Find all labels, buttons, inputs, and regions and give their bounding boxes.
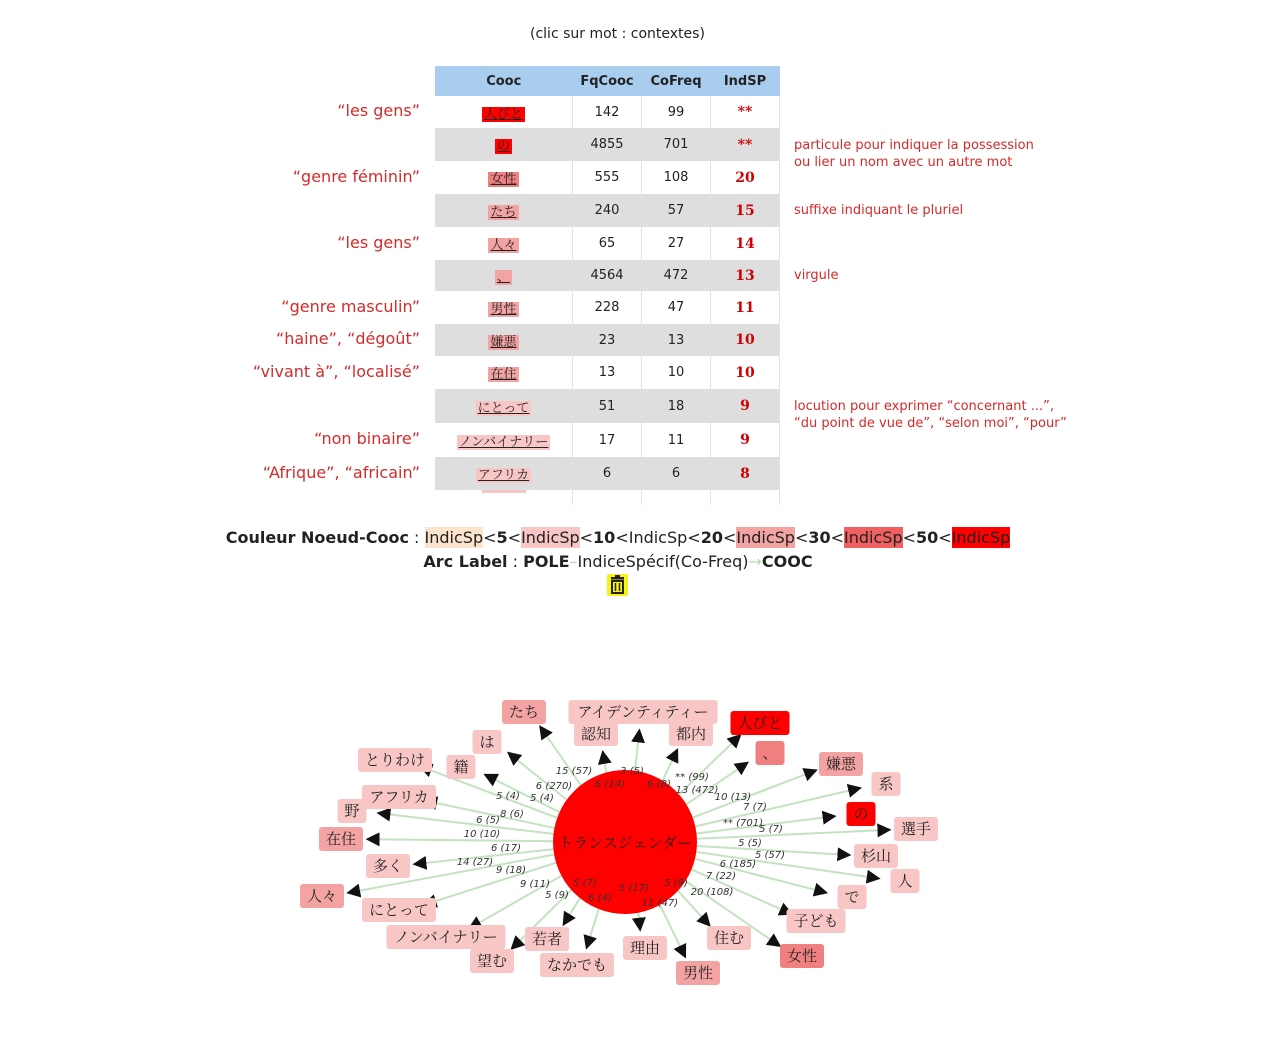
grammar-note-line: ou lier un nom avec un autre mot: [794, 154, 1013, 170]
indsp-cell: 8: [711, 457, 780, 490]
graph-cooc-node[interactable]: [366, 854, 410, 878]
cooc-word-link[interactable]: の: [496, 139, 510, 154]
table-row: [435, 356, 780, 389]
cooc-word-link[interactable]: 在住: [490, 367, 517, 382]
graph-cooc-node[interactable]: [872, 772, 901, 796]
graph-edge-label: 9 (11): [519, 879, 551, 890]
cooc-word-link[interactable]: 人々: [490, 238, 517, 253]
translation-note: “Afrique”, “africain”: [262, 462, 420, 482]
graph-cooc-node[interactable]: [731, 711, 790, 735]
cooc-word-link[interactable]: 人びと: [483, 106, 523, 122]
legend-chip: IndicSp: [424, 528, 484, 547]
arc-mid: IndiceSpécif(Co-Freq): [577, 552, 749, 571]
graph-cooc-node[interactable]: [574, 722, 618, 746]
table-header-row: [435, 66, 780, 96]
cofreq-cell: 108: [642, 161, 711, 194]
cofreq-cell: 27: [642, 227, 711, 260]
graph-node-label: 選手: [900, 820, 932, 838]
indsp-cell: **: [711, 128, 780, 161]
graph-edge: [635, 730, 640, 771]
graph-edge: [603, 751, 607, 772]
cooc-cell: [435, 423, 573, 457]
graph-edge-label: 5 (57): [754, 850, 786, 861]
graph-node-label: 若者: [531, 930, 563, 948]
cofreq-cell: 10: [642, 356, 711, 389]
fqcooc-cell: 555: [573, 161, 642, 194]
cofreq-cell: 701: [642, 128, 711, 161]
graph-edge-label: 6 (5): [476, 815, 500, 826]
grammar-note: [794, 202, 963, 219]
graph-cooc-node[interactable]: [502, 700, 546, 724]
graph-node-label: 人々: [306, 887, 338, 905]
translation-note: “genre féminin”: [292, 166, 420, 186]
graph-cooc-node[interactable]: [358, 748, 432, 772]
legend-threshold: 50: [916, 528, 939, 547]
graph-edge-label: 5 (17): [618, 883, 650, 894]
cofreq-cell: 57: [642, 194, 711, 227]
graph-node-label: 人びと: [737, 714, 783, 732]
cofreq-cell: 6: [642, 457, 711, 490]
graph-edge-label: 7 (22): [705, 871, 737, 882]
fqcooc-cell: 17: [573, 423, 642, 457]
cooc-cell: [435, 457, 573, 490]
indsp-cell: 9: [711, 423, 780, 457]
cofreq-cell: 11: [642, 423, 711, 457]
fqcooc-cell: 6: [573, 457, 642, 490]
indsp-cell: 10: [711, 324, 780, 356]
graph-edge-label: ** (99): [675, 772, 709, 783]
table-row: [435, 389, 780, 423]
graph-cooc-node[interactable]: [300, 884, 344, 908]
legend-chip: IndicSp: [844, 528, 903, 547]
indsp-cell: **: [711, 96, 780, 128]
table-row: [435, 128, 780, 161]
cooc-word-link[interactable]: たち: [490, 205, 517, 220]
graph-node-label: 、: [762, 744, 778, 762]
graph-edge-label: 6 (270): [535, 781, 573, 792]
fqcooc-cell: 65: [573, 227, 642, 260]
translation-note: “haine”, “dégoût”: [275, 329, 420, 348]
grammar-note-line: suffixe indiquant le pluriel: [794, 202, 964, 218]
indsp-cell: 9: [711, 389, 780, 423]
graph-edge-label: 15 (57): [555, 766, 593, 777]
translation-note: “les gens”: [337, 232, 420, 252]
graph-cooc-node[interactable]: [362, 898, 436, 922]
graph-node-label: 在住: [325, 830, 357, 848]
cooc-cell: [435, 324, 573, 356]
legend-chip: IndicSp: [628, 528, 688, 547]
graph-node-label: 系: [878, 775, 894, 793]
graph-edge: [697, 830, 890, 839]
graph-pole-label: トランスジェンダー: [558, 834, 692, 852]
graph-edge-label: 13 (472): [675, 785, 719, 796]
col-header-cooc[interactable]: Cooc: [435, 66, 573, 96]
graph-node-label: で: [844, 888, 860, 906]
indsp-cell: 15: [711, 194, 780, 227]
node-color-legend: Couleur Noeud-Cooc : IndicSp<5<IndicSp<10<IndicSp<20<IndicSp<30<IndicSp<50<IndicSp: [225, 528, 1011, 547]
cooc-word-link[interactable]: 嫌悪: [490, 334, 517, 350]
fqcooc-cell: 142: [573, 96, 642, 128]
arc-cooc: COOC: [761, 552, 813, 571]
translation-note: “les gens”: [337, 101, 420, 120]
cooc-cell: [435, 260, 573, 291]
graph-cooc-node[interactable]: [819, 752, 863, 776]
graph-node-label: 杉山: [860, 847, 892, 865]
graph-edge-label: 7 (7): [743, 802, 767, 813]
graph-edge-label: 5 (9): [545, 890, 569, 901]
cooc-cell: [435, 161, 573, 194]
graph-cooc-node[interactable]: [847, 802, 876, 826]
graph-node-label: は: [479, 733, 495, 751]
legend-chip: IndicSp: [951, 528, 1011, 547]
graph-cooc-node[interactable]: [473, 730, 502, 754]
cofreq-cell: 47: [642, 291, 711, 324]
graph-node-label: 女性: [786, 947, 818, 965]
graph-node-label: 野: [344, 802, 360, 820]
graph-edge-label: 5 (7): [759, 824, 783, 835]
cooccurrence-graph: [0, 600, 1270, 1039]
legend-title: Couleur Noeud-Cooc: [225, 528, 409, 547]
graph-node-label: 男性: [682, 964, 714, 982]
cooc-word-link[interactable]: 男性: [490, 302, 517, 317]
graph-node-label: ノンバイナリー: [394, 928, 498, 946]
graph-edge-label: 5 (9): [664, 878, 688, 889]
graph-cooc-node[interactable]: [787, 909, 846, 933]
fqcooc-cell: 51: [573, 389, 642, 423]
grammar-note-line: virgule: [794, 267, 839, 283]
translation-note: “genre masculin”: [281, 296, 420, 316]
graph-cooc-node[interactable]: [623, 936, 667, 960]
graph-cooc-node[interactable]: [854, 844, 898, 868]
graph-edge-label: 6 (17): [490, 843, 522, 854]
graph-cooc-node[interactable]: [707, 926, 751, 950]
graph-edge-label: 6 (4): [588, 893, 612, 904]
cooc-word-link[interactable]: アフリカ: [477, 468, 530, 483]
graph-cooc-node[interactable]: [756, 741, 785, 765]
graph-edge: [586, 909, 598, 948]
graph-edge-label: 14 (27): [456, 857, 494, 868]
table-row: [435, 457, 780, 490]
graph-node-label: 多く: [372, 857, 404, 875]
graph-cooc-node[interactable]: [669, 722, 713, 746]
graph-edge-label: 10 (13): [714, 792, 752, 803]
cofreq-cell: 99: [642, 96, 711, 128]
legend-chip: IndicSp: [736, 528, 795, 547]
cooc-word-link[interactable]: にとって: [477, 400, 530, 416]
graph-node-label: 籍: [453, 758, 469, 776]
cofreq-cell: 13: [642, 324, 711, 356]
graph-cooc-node[interactable]: [780, 944, 824, 968]
graph-cooc-node[interactable]: [447, 755, 476, 779]
fqcooc-cell: 23: [573, 324, 642, 356]
arc-label-legend: Arc Label : POLE–IndiceSpécif(Co-Freq)→COOC: [423, 552, 813, 571]
table-row: [435, 194, 780, 227]
cooc-cell: [435, 194, 573, 227]
graph-node-label: アイデンティティー: [577, 703, 709, 721]
grammar-note-line: particule pour indiquer la possession: [794, 137, 1034, 153]
translation-note: “vivant à”, “localisé”: [252, 361, 420, 381]
table-row: [435, 324, 780, 356]
graph-cooc-node[interactable]: [362, 785, 436, 809]
legend-threshold: 30: [808, 528, 831, 547]
graph-edge: [563, 898, 580, 925]
grammar-note: [794, 267, 839, 284]
graph-node-label: 人: [897, 872, 913, 890]
grammar-note: [794, 137, 1034, 171]
indsp-cell: 20: [711, 161, 780, 194]
graph-edge: [638, 913, 640, 931]
col-header-fqcooc[interactable]: FqCooc: [573, 66, 642, 96]
cooc-word-link[interactable]: 女性: [490, 172, 517, 187]
graph-cooc-node[interactable]: [319, 827, 363, 851]
col-header-cofreq[interactable]: CoFreq: [642, 66, 711, 96]
graph-node-label: 理由: [629, 939, 661, 957]
graph-edge-label: 10 (10): [463, 829, 501, 840]
trash-icon[interactable]: [607, 574, 628, 596]
cooc-cell: [435, 356, 573, 389]
cooc-word-link[interactable]: 、: [496, 270, 510, 285]
graph-edge-label: 5 (5): [738, 838, 762, 849]
graph-edge-label: 6 (185): [719, 859, 757, 870]
grammar-note-line: locution pour exprimer “concernant ...”,: [794, 399, 1054, 414]
legend-threshold: 20: [700, 528, 723, 547]
indsp-cell: 13: [711, 260, 780, 291]
fqcooc-cell: 228: [573, 291, 642, 324]
arc-pole: POLE: [523, 552, 570, 571]
legend-chip: IndicSp: [521, 528, 580, 547]
grammar-note: [794, 398, 1067, 432]
graph-edge-label: 8 (6): [500, 809, 524, 820]
legend-threshold: 5: [496, 528, 508, 547]
graph-edge-label: 9 (18): [495, 865, 527, 876]
grammar-note-line: “du point de vue de”, “selon moi”, “pour”: [794, 416, 1067, 431]
graph-node-label: 望む: [476, 952, 508, 970]
graph-node-label: 嫌悪: [825, 755, 857, 773]
table-row-partial: [435, 490, 780, 505]
click-hint: (clic sur mot : contextes): [530, 26, 705, 42]
graph-cooc-node[interactable]: [540, 953, 614, 977]
graph-edge-label: 6 (8): [647, 779, 671, 790]
table-row: [435, 291, 780, 324]
cofreq-cell: 472: [642, 260, 711, 291]
graph-edge-label: 11 (47): [641, 898, 679, 909]
fqcooc-cell: 240: [573, 194, 642, 227]
cooc-cell: [435, 96, 573, 128]
graph-cooc-node[interactable]: [525, 927, 569, 951]
graph-node-label: たち: [508, 703, 540, 721]
table-row: [435, 423, 780, 457]
graph-cooc-node[interactable]: [894, 817, 938, 841]
graph-node-label: にとって: [369, 901, 429, 919]
graph-edge-label: 5 (7): [573, 878, 597, 889]
graph-node-label: 都内: [675, 725, 707, 743]
indsp-cell: 11: [711, 291, 780, 324]
cooc-word-link[interactable]: ノンバイナリー: [458, 434, 549, 450]
cooc-cell: [435, 128, 573, 161]
cooc-cell: [435, 227, 573, 260]
graph-node-label: の: [853, 805, 869, 823]
graph-cooc-node[interactable]: [838, 885, 867, 909]
cooc-table: [435, 66, 780, 505]
graph-node-label: 子ども: [793, 912, 839, 930]
graph-node-label: 認知: [580, 725, 612, 743]
translation-note: “non binaire”: [314, 429, 420, 448]
fqcooc-cell: 13: [573, 356, 642, 389]
graph-edge-label: 5 (4): [530, 793, 554, 804]
indsp-cell: 10: [711, 356, 780, 389]
fqcooc-cell: 4564: [573, 260, 642, 291]
graph-cooc-node[interactable]: [891, 869, 920, 893]
table-row: [435, 96, 780, 128]
table-row: [435, 260, 780, 291]
col-header-indsp[interactable]: IndSP: [711, 66, 780, 96]
graph-node-label: 住む: [713, 929, 745, 947]
indsp-cell: 14: [711, 227, 780, 260]
graph-cooc-node[interactable]: [569, 700, 718, 724]
graph-edge-label: 20 (108): [690, 887, 734, 898]
cofreq-cell: 18: [642, 389, 711, 423]
cooc-cell: [435, 389, 573, 423]
legend-threshold: 10: [593, 528, 616, 547]
graph-node-label: なかでも: [546, 956, 608, 974]
graph-edge: [367, 839, 553, 841]
graph-edge-label: 5 (4): [496, 791, 520, 802]
graph-edge-label: ** (701): [722, 818, 764, 829]
arc-legend-title: Arc Label: [423, 552, 508, 571]
cooc-cell: [435, 291, 573, 324]
graph-edge-label: 6 (14): [594, 779, 626, 790]
graph-node-label: とりわけ: [364, 751, 426, 769]
table-row: [435, 227, 780, 260]
graph-node-label: アフリカ: [369, 788, 429, 806]
graph-cooc-node[interactable]: [387, 925, 506, 949]
graph-cooc-node[interactable]: [470, 949, 514, 973]
table-row: [435, 161, 780, 194]
graph-edge-label: 3 (5): [620, 766, 644, 777]
graph-cooc-node[interactable]: [676, 961, 720, 985]
fqcooc-cell: 4855: [573, 128, 642, 161]
